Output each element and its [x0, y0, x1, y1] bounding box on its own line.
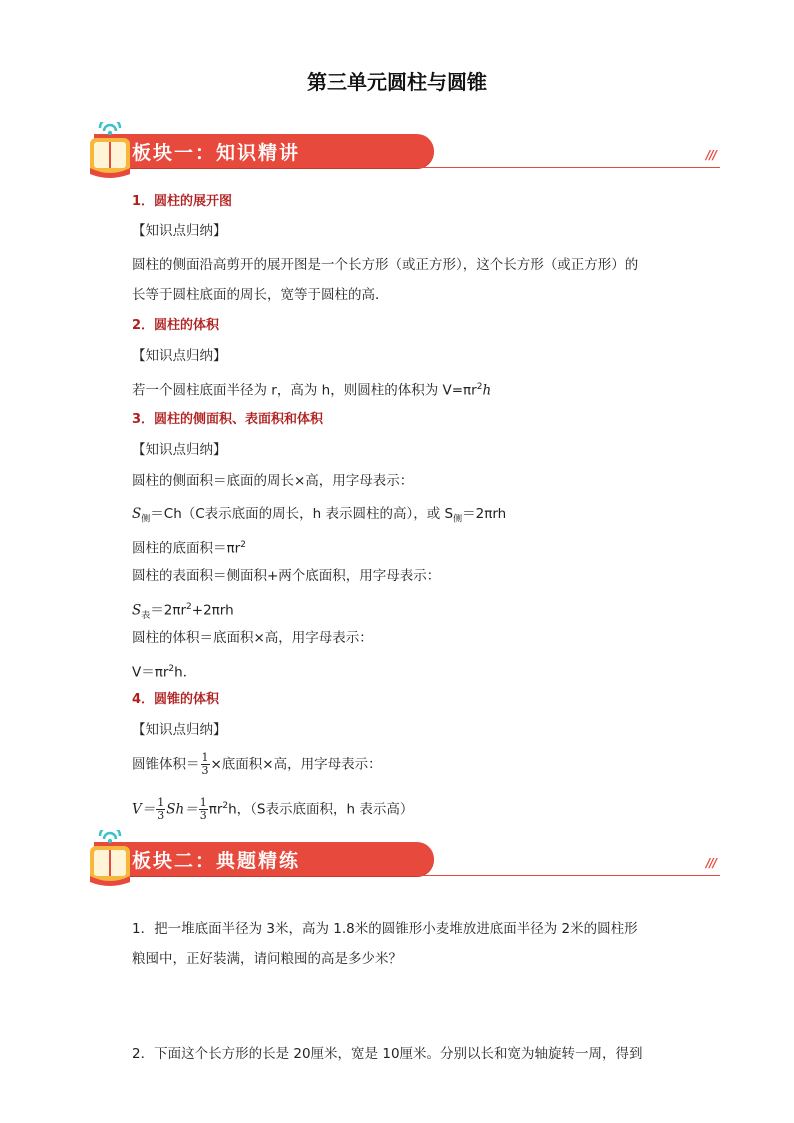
formula-text: h [482, 382, 492, 399]
formula-line [132, 752, 382, 777]
heading-cone-volume: 4．圆锥的体积 [132, 692, 220, 707]
paragraph: 圆柱的体积＝底面积×高，用字母表示： [132, 630, 373, 646]
formula-text: 圆锥体积＝ [132, 756, 200, 773]
formula-line [132, 598, 234, 625]
fraction-one-third: $\frac{1}{3}$ [157, 796, 165, 822]
fraction-one-third: $\frac{1}{3}$ [201, 751, 209, 777]
knowledge-label: 【知识点归纳】 [132, 442, 227, 458]
formula-text: +2πrh [191, 602, 234, 619]
section-banner-1 [86, 118, 720, 184]
book-icon [86, 122, 134, 178]
formula-text: ＝Ch（C表示底面的周长，h 表示圆柱的高），或 S [150, 506, 454, 522]
formula-exponent: 2 [186, 602, 192, 612]
formula-text: h． [174, 664, 197, 681]
knowledge-label: 【知识点归纳】 [132, 348, 227, 364]
formula-line [132, 378, 491, 400]
knowledge-label: 【知识点归纳】 [132, 722, 227, 738]
formula-text: ＝2πr [150, 602, 187, 619]
banner-underline [94, 167, 720, 168]
question-1-line-1: 1．把一堆底面半径为 3米，高为 1.8米的圆锥形小麦堆放进底面半径为 2米的圆柱形 [132, 921, 638, 937]
formula-text: S [132, 506, 142, 522]
question-1-line-2: 粮囤中，正好装满，请问粮囤的高是多少米？ [132, 951, 402, 967]
formula-exponent: 2 [476, 382, 483, 392]
formula-text: 圆柱的底面积＝πr [132, 540, 241, 557]
formula-line [132, 536, 246, 558]
fraction-one-third: $\frac{1}{3}$ [199, 796, 207, 822]
heading-cylinder-area: 3．圆柱的侧面积、表面积和体积 [132, 412, 324, 427]
banner-underline [94, 875, 720, 876]
formula-subscript: 侧 [141, 514, 151, 525]
knowledge-label: 【知识点归纳】 [132, 223, 227, 239]
banner-slashes: /// [705, 148, 716, 162]
formula-text: S [132, 602, 142, 619]
paragraph: 圆柱的侧面沿高剪开的展开图是一个长方形（或正方形），这个长方形（或正方形）的 [132, 257, 639, 273]
formula-exponent: 2 [222, 801, 229, 811]
question-2-line-1: 2．下面这个长方形的长是 20厘米，宽是 10厘米。分别以长和宽为轴旋转一周，得到 [132, 1046, 643, 1062]
formula-text: V＝πr [132, 664, 169, 681]
formula-line [132, 660, 196, 682]
formula-text: 若一个圆柱底面半径为 r，高为 h，则圆柱的体积为 V=πr [132, 382, 477, 399]
paragraph: 圆柱的表面积＝侧面积+两个底面积，用字母表示： [132, 568, 441, 584]
page-title: 第三单元圆柱与圆锥 [307, 70, 487, 94]
formula-exponent: 2 [240, 540, 246, 550]
formula-text: πr [208, 801, 223, 818]
paragraph: 圆柱的侧面积＝底面的周长×高，用字母表示： [132, 473, 414, 489]
formula-text: V＝ [132, 801, 156, 818]
formula-line [132, 505, 506, 529]
heading-cylinder-net: 1．圆柱的展开图 [132, 194, 233, 209]
formula-line [132, 797, 413, 822]
banner-label: 板块二：典题精练 [132, 850, 301, 872]
book-icon [86, 830, 134, 886]
banner-label: 板块一：知识精讲 [132, 142, 301, 164]
formula-text: ×底面积×高，用字母表示： [210, 756, 382, 773]
banner-slashes: /// [705, 856, 716, 870]
formula-text: ＝2πrh [462, 506, 507, 522]
heading-cylinder-volume: 2．圆柱的体积 [132, 318, 220, 333]
section-banner-2 [86, 826, 720, 892]
formula-subscript: 侧 [453, 514, 463, 525]
formula-exponent: 2 [168, 664, 175, 674]
formula-text: Sh＝ [166, 801, 198, 818]
formula-text: h，（S表示底面积，h 表示高） [228, 801, 414, 818]
formula-subscript: 表 [141, 611, 151, 622]
paragraph: 长等于圆柱底面的周长，宽等于圆柱的高． [132, 287, 389, 303]
